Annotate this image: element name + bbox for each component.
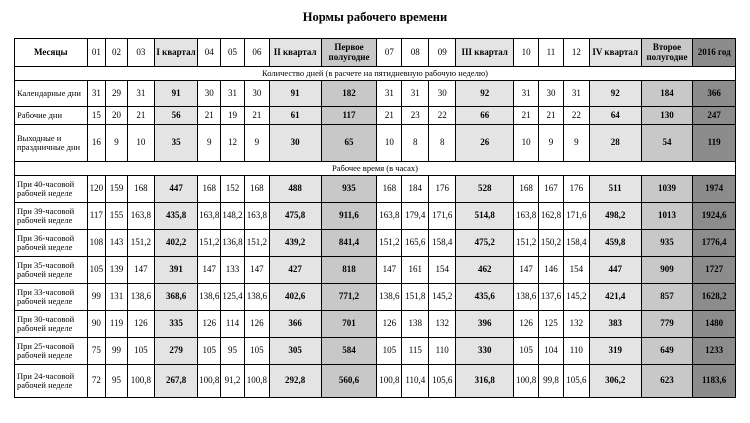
table-cell: 20: [106, 107, 128, 125]
table-cell: 176: [429, 176, 456, 203]
table-cell: 171,6: [429, 203, 456, 230]
table-cell: 29: [106, 81, 128, 107]
table-cell: 330: [456, 338, 514, 365]
table-cell: 179,4: [402, 203, 429, 230]
header-month-03: 03: [127, 39, 154, 67]
table-cell: 137,6: [539, 284, 564, 311]
table-cell: 31: [563, 81, 589, 107]
table-cell: 911,6: [321, 203, 377, 230]
table-cell: 841,4: [321, 230, 377, 257]
table-cell: 488: [269, 176, 321, 203]
table-cell: 110: [563, 338, 589, 365]
section-hours-row: [15, 162, 736, 176]
table-cell: 459,8: [589, 230, 641, 257]
header-month-05: 05: [221, 39, 245, 67]
table-cell: 117: [87, 203, 106, 230]
table-cell: 95: [106, 365, 128, 398]
table-cell: 125,4: [221, 284, 245, 311]
table-cell: 462: [456, 257, 514, 284]
table-row: [15, 203, 736, 230]
table-cell: 100,8: [377, 365, 402, 398]
table-cell: 475,2: [456, 230, 514, 257]
table-cell: 8: [402, 125, 429, 162]
table-cell: 65: [321, 125, 377, 162]
table-cell: 184: [402, 176, 429, 203]
table-row: [15, 365, 736, 398]
table-cell: 91,2: [221, 365, 245, 398]
table-cell: 383: [589, 311, 641, 338]
table-cell: 8: [429, 125, 456, 162]
table-cell: 136,8: [221, 230, 245, 257]
table-cell: 1924,6: [693, 203, 736, 230]
row-label: При 25-часовой рабочей неделе: [15, 338, 88, 365]
table-cell: 319: [589, 338, 641, 365]
header-quarter-3: III квартал: [456, 39, 514, 67]
table-cell: 117: [321, 107, 377, 125]
table-cell: 119: [693, 125, 736, 162]
table-cell: 115: [402, 338, 429, 365]
table-cell: 247: [693, 107, 736, 125]
table-cell: 151,2: [514, 230, 539, 257]
table-cell: 105: [87, 257, 106, 284]
table-cell: 16: [87, 125, 106, 162]
table-cell: 64: [589, 107, 641, 125]
table-cell: 151,2: [127, 230, 154, 257]
row-label: Календарные дни: [15, 81, 88, 107]
table-cell: 110: [429, 338, 456, 365]
table-cell: 147: [127, 257, 154, 284]
table-cell: 21: [244, 107, 269, 125]
table-cell: 1776,4: [693, 230, 736, 257]
table-cell: 105: [514, 338, 539, 365]
table-cell: 176: [563, 176, 589, 203]
table-cell: 159: [106, 176, 128, 203]
table-cell: 935: [641, 230, 693, 257]
table-cell: 1628,2: [693, 284, 736, 311]
table-cell: 66: [456, 107, 514, 125]
table-cell: 528: [456, 176, 514, 203]
work-time-norms-table: [14, 38, 736, 398]
table-cell: 30: [198, 81, 221, 107]
table-cell: 31: [127, 81, 154, 107]
table-cell: 147: [198, 257, 221, 284]
table-cell: 391: [154, 257, 198, 284]
table-cell: 147: [377, 257, 402, 284]
table-cell: 126: [377, 311, 402, 338]
table-cell: 138,6: [244, 284, 269, 311]
table-cell: 100,8: [198, 365, 221, 398]
header-year: 2016 год: [693, 39, 736, 67]
table-cell: 165,6: [402, 230, 429, 257]
table-cell: 15: [87, 107, 106, 125]
table-cell: 498,2: [589, 203, 641, 230]
table-cell: 90: [87, 311, 106, 338]
table-cell: 366: [693, 81, 736, 107]
table-cell: 114: [221, 311, 245, 338]
table-cell: 152: [221, 176, 245, 203]
table-cell: 168: [514, 176, 539, 203]
table-cell: 138,6: [198, 284, 221, 311]
table-cell: 21: [539, 107, 564, 125]
table-cell: 35: [154, 125, 198, 162]
header-months: Месяцы: [15, 39, 88, 67]
table-cell: 132: [429, 311, 456, 338]
table-cell: 162,8: [539, 203, 564, 230]
table-cell: 421,4: [589, 284, 641, 311]
row-label: При 36-часовой рабочей неделе: [15, 230, 88, 257]
table-cell: 779: [641, 311, 693, 338]
table-cell: 435,8: [154, 203, 198, 230]
table-cell: 95: [221, 338, 245, 365]
table-cell: 21: [377, 107, 402, 125]
table-cell: 91: [154, 81, 198, 107]
table-cell: 30: [539, 81, 564, 107]
header-quarter-2: II квартал: [269, 39, 321, 67]
table-cell: 21: [198, 107, 221, 125]
table-cell: 21: [514, 107, 539, 125]
table-cell: 171,6: [563, 203, 589, 230]
table-cell: 9: [198, 125, 221, 162]
table-cell: 126: [198, 311, 221, 338]
table-cell: 167: [539, 176, 564, 203]
table-cell: 131: [106, 284, 128, 311]
table-cell: 21: [127, 107, 154, 125]
table-cell: 402,6: [269, 284, 321, 311]
table-cell: 72: [87, 365, 106, 398]
table-cell: 30: [269, 125, 321, 162]
table-cell: 105: [244, 338, 269, 365]
table-cell: 132: [563, 311, 589, 338]
table-row: [15, 284, 736, 311]
table-cell: 133: [221, 257, 245, 284]
table-cell: 145,2: [429, 284, 456, 311]
table-cell: 366: [269, 311, 321, 338]
table-cell: 31: [514, 81, 539, 107]
row-label: При 40-часовой рабочей неделе: [15, 176, 88, 203]
table-cell: 126: [127, 311, 154, 338]
table-cell: 30: [429, 81, 456, 107]
table-cell: 1480: [693, 311, 736, 338]
table-cell: 1727: [693, 257, 736, 284]
table-cell: 31: [87, 81, 106, 107]
table-cell: 771,2: [321, 284, 377, 311]
section-days-label: Количество дней (в расчете на пятидневную рабочую неделю): [15, 67, 736, 81]
table-cell: 100,8: [127, 365, 154, 398]
table-cell: 514,8: [456, 203, 514, 230]
table-cell: 150,2: [539, 230, 564, 257]
table-cell: 91: [269, 81, 321, 107]
table-row: [15, 107, 736, 125]
table-cell: 623: [641, 365, 693, 398]
table-cell: 104: [539, 338, 564, 365]
section-days-row: [15, 67, 736, 81]
table-cell: 560,6: [321, 365, 377, 398]
table-cell: 110,4: [402, 365, 429, 398]
table-cell: 1233: [693, 338, 736, 365]
table-cell: 701: [321, 311, 377, 338]
table-cell: 447: [154, 176, 198, 203]
table-row: [15, 125, 736, 162]
row-label: Выходные и праздничные дни: [15, 125, 88, 162]
table-cell: 163,8: [377, 203, 402, 230]
table-cell: 154: [563, 257, 589, 284]
table-cell: 168: [244, 176, 269, 203]
table-cell: 26: [456, 125, 514, 162]
table-cell: 427: [269, 257, 321, 284]
table-cell: 22: [429, 107, 456, 125]
table-cell: 1039: [641, 176, 693, 203]
table-row: [15, 257, 736, 284]
table-cell: 138: [402, 311, 429, 338]
table-cell: 168: [127, 176, 154, 203]
table-cell: 402,2: [154, 230, 198, 257]
table-cell: 147: [514, 257, 539, 284]
table-cell: 105: [127, 338, 154, 365]
table-cell: 163,8: [198, 203, 221, 230]
table-cell: 145,2: [563, 284, 589, 311]
table-cell: 151,8: [402, 284, 429, 311]
table-cell: 19: [221, 107, 245, 125]
table-cell: 439,2: [269, 230, 321, 257]
table-row: [15, 230, 736, 257]
table-cell: 935: [321, 176, 377, 203]
header-month-06: 06: [244, 39, 269, 67]
table-cell: 120: [87, 176, 106, 203]
table-cell: 92: [589, 81, 641, 107]
table-cell: 396: [456, 311, 514, 338]
table-cell: 99: [106, 338, 128, 365]
table-cell: 306,2: [589, 365, 641, 398]
header-quarter-4: IV квартал: [589, 39, 641, 67]
table-cell: 184: [641, 81, 693, 107]
table-cell: 105: [377, 338, 402, 365]
table-cell: 292,8: [269, 365, 321, 398]
table-cell: 368,6: [154, 284, 198, 311]
table-cell: 105,6: [429, 365, 456, 398]
table-cell: 75: [87, 338, 106, 365]
row-label: При 30-часовой рабочей неделе: [15, 311, 88, 338]
row-label: При 33-часовой рабочей неделе: [15, 284, 88, 311]
table-row: [15, 81, 736, 107]
table-cell: 126: [514, 311, 539, 338]
table-cell: 435,6: [456, 284, 514, 311]
table-cell: 146: [539, 257, 564, 284]
header-month-07: 07: [377, 39, 402, 67]
table-cell: 584: [321, 338, 377, 365]
table-cell: 148,2: [221, 203, 245, 230]
table-cell: 100,8: [514, 365, 539, 398]
table-cell: 316,8: [456, 365, 514, 398]
table-cell: 99,8: [539, 365, 564, 398]
table-cell: 1183,6: [693, 365, 736, 398]
table-cell: 28: [589, 125, 641, 162]
table-cell: 12: [221, 125, 245, 162]
table-cell: 151,2: [244, 230, 269, 257]
table-cell: 1013: [641, 203, 693, 230]
table-cell: 30: [244, 81, 269, 107]
table-cell: 119: [106, 311, 128, 338]
table-cell: 151,2: [377, 230, 402, 257]
table-cell: 163,8: [514, 203, 539, 230]
table-cell: 31: [221, 81, 245, 107]
table-cell: 161: [402, 257, 429, 284]
table-cell: 163,8: [127, 203, 154, 230]
header-month-12: 12: [563, 39, 589, 67]
table-cell: 56: [154, 107, 198, 125]
table-cell: 92: [456, 81, 514, 107]
table-cell: 168: [377, 176, 402, 203]
table-cell: 158,4: [563, 230, 589, 257]
table-cell: 158,4: [429, 230, 456, 257]
section-hours-label: Рабочее время (в часах): [15, 162, 736, 176]
table-cell: 99: [87, 284, 106, 311]
table-cell: 279: [154, 338, 198, 365]
table-cell: 139: [106, 257, 128, 284]
row-label: При 24-часовой рабочей неделе: [15, 365, 88, 398]
table-cell: 105: [198, 338, 221, 365]
table-cell: 511: [589, 176, 641, 203]
table-cell: 857: [641, 284, 693, 311]
header-quarter-1: I квартал: [154, 39, 198, 67]
table-cell: 10: [127, 125, 154, 162]
table-cell: 267,8: [154, 365, 198, 398]
header-month-10: 10: [514, 39, 539, 67]
header-row: [15, 39, 736, 67]
table-cell: 61: [269, 107, 321, 125]
table-cell: 31: [377, 81, 402, 107]
table-cell: 100,8: [244, 365, 269, 398]
header-month-02: 02: [106, 39, 128, 67]
row-label: Рабочие дни: [15, 107, 88, 125]
table-cell: 31: [402, 81, 429, 107]
table-cell: 151,2: [198, 230, 221, 257]
table-cell: 475,8: [269, 203, 321, 230]
header-month-11: 11: [539, 39, 564, 67]
header-half-2: Второе полугодие: [641, 39, 693, 67]
table-cell: 138,6: [377, 284, 402, 311]
table-cell: 10: [514, 125, 539, 162]
table-cell: 138,6: [127, 284, 154, 311]
header-month-01: 01: [87, 39, 106, 67]
table-cell: 447: [589, 257, 641, 284]
table-cell: 9: [539, 125, 564, 162]
table-row: [15, 311, 736, 338]
table-cell: 163,8: [244, 203, 269, 230]
table-cell: 9: [563, 125, 589, 162]
table-cell: 54: [641, 125, 693, 162]
table-cell: 138,6: [514, 284, 539, 311]
table-cell: 143: [106, 230, 128, 257]
header-month-04: 04: [198, 39, 221, 67]
table-cell: 9: [244, 125, 269, 162]
table-row: [15, 338, 736, 365]
row-label: При 39-часовой рабочей неделе: [15, 203, 88, 230]
table-cell: 649: [641, 338, 693, 365]
table-cell: 909: [641, 257, 693, 284]
page-title: Нормы рабочего времени: [302, 10, 448, 24]
table-cell: 126: [244, 311, 269, 338]
table-cell: 1974: [693, 176, 736, 203]
table-cell: 335: [154, 311, 198, 338]
table-cell: 305: [269, 338, 321, 365]
header-month-08: 08: [402, 39, 429, 67]
row-label: При 35-часовой рабочей неделе: [15, 257, 88, 284]
table-cell: 108: [87, 230, 106, 257]
table-cell: 10: [377, 125, 402, 162]
table-cell: 147: [244, 257, 269, 284]
table-row: [15, 176, 736, 203]
table-cell: 23: [402, 107, 429, 125]
table-cell: 168: [198, 176, 221, 203]
table-cell: 155: [106, 203, 128, 230]
table-cell: 22: [563, 107, 589, 125]
table-cell: 182: [321, 81, 377, 107]
table-cell: 125: [539, 311, 564, 338]
table-cell: 818: [321, 257, 377, 284]
table-cell: 9: [106, 125, 128, 162]
header-month-09: 09: [429, 39, 456, 67]
table-cell: 130: [641, 107, 693, 125]
table-cell: 105,6: [563, 365, 589, 398]
header-half-1: Первое полугодие: [321, 39, 377, 67]
table-cell: 154: [429, 257, 456, 284]
